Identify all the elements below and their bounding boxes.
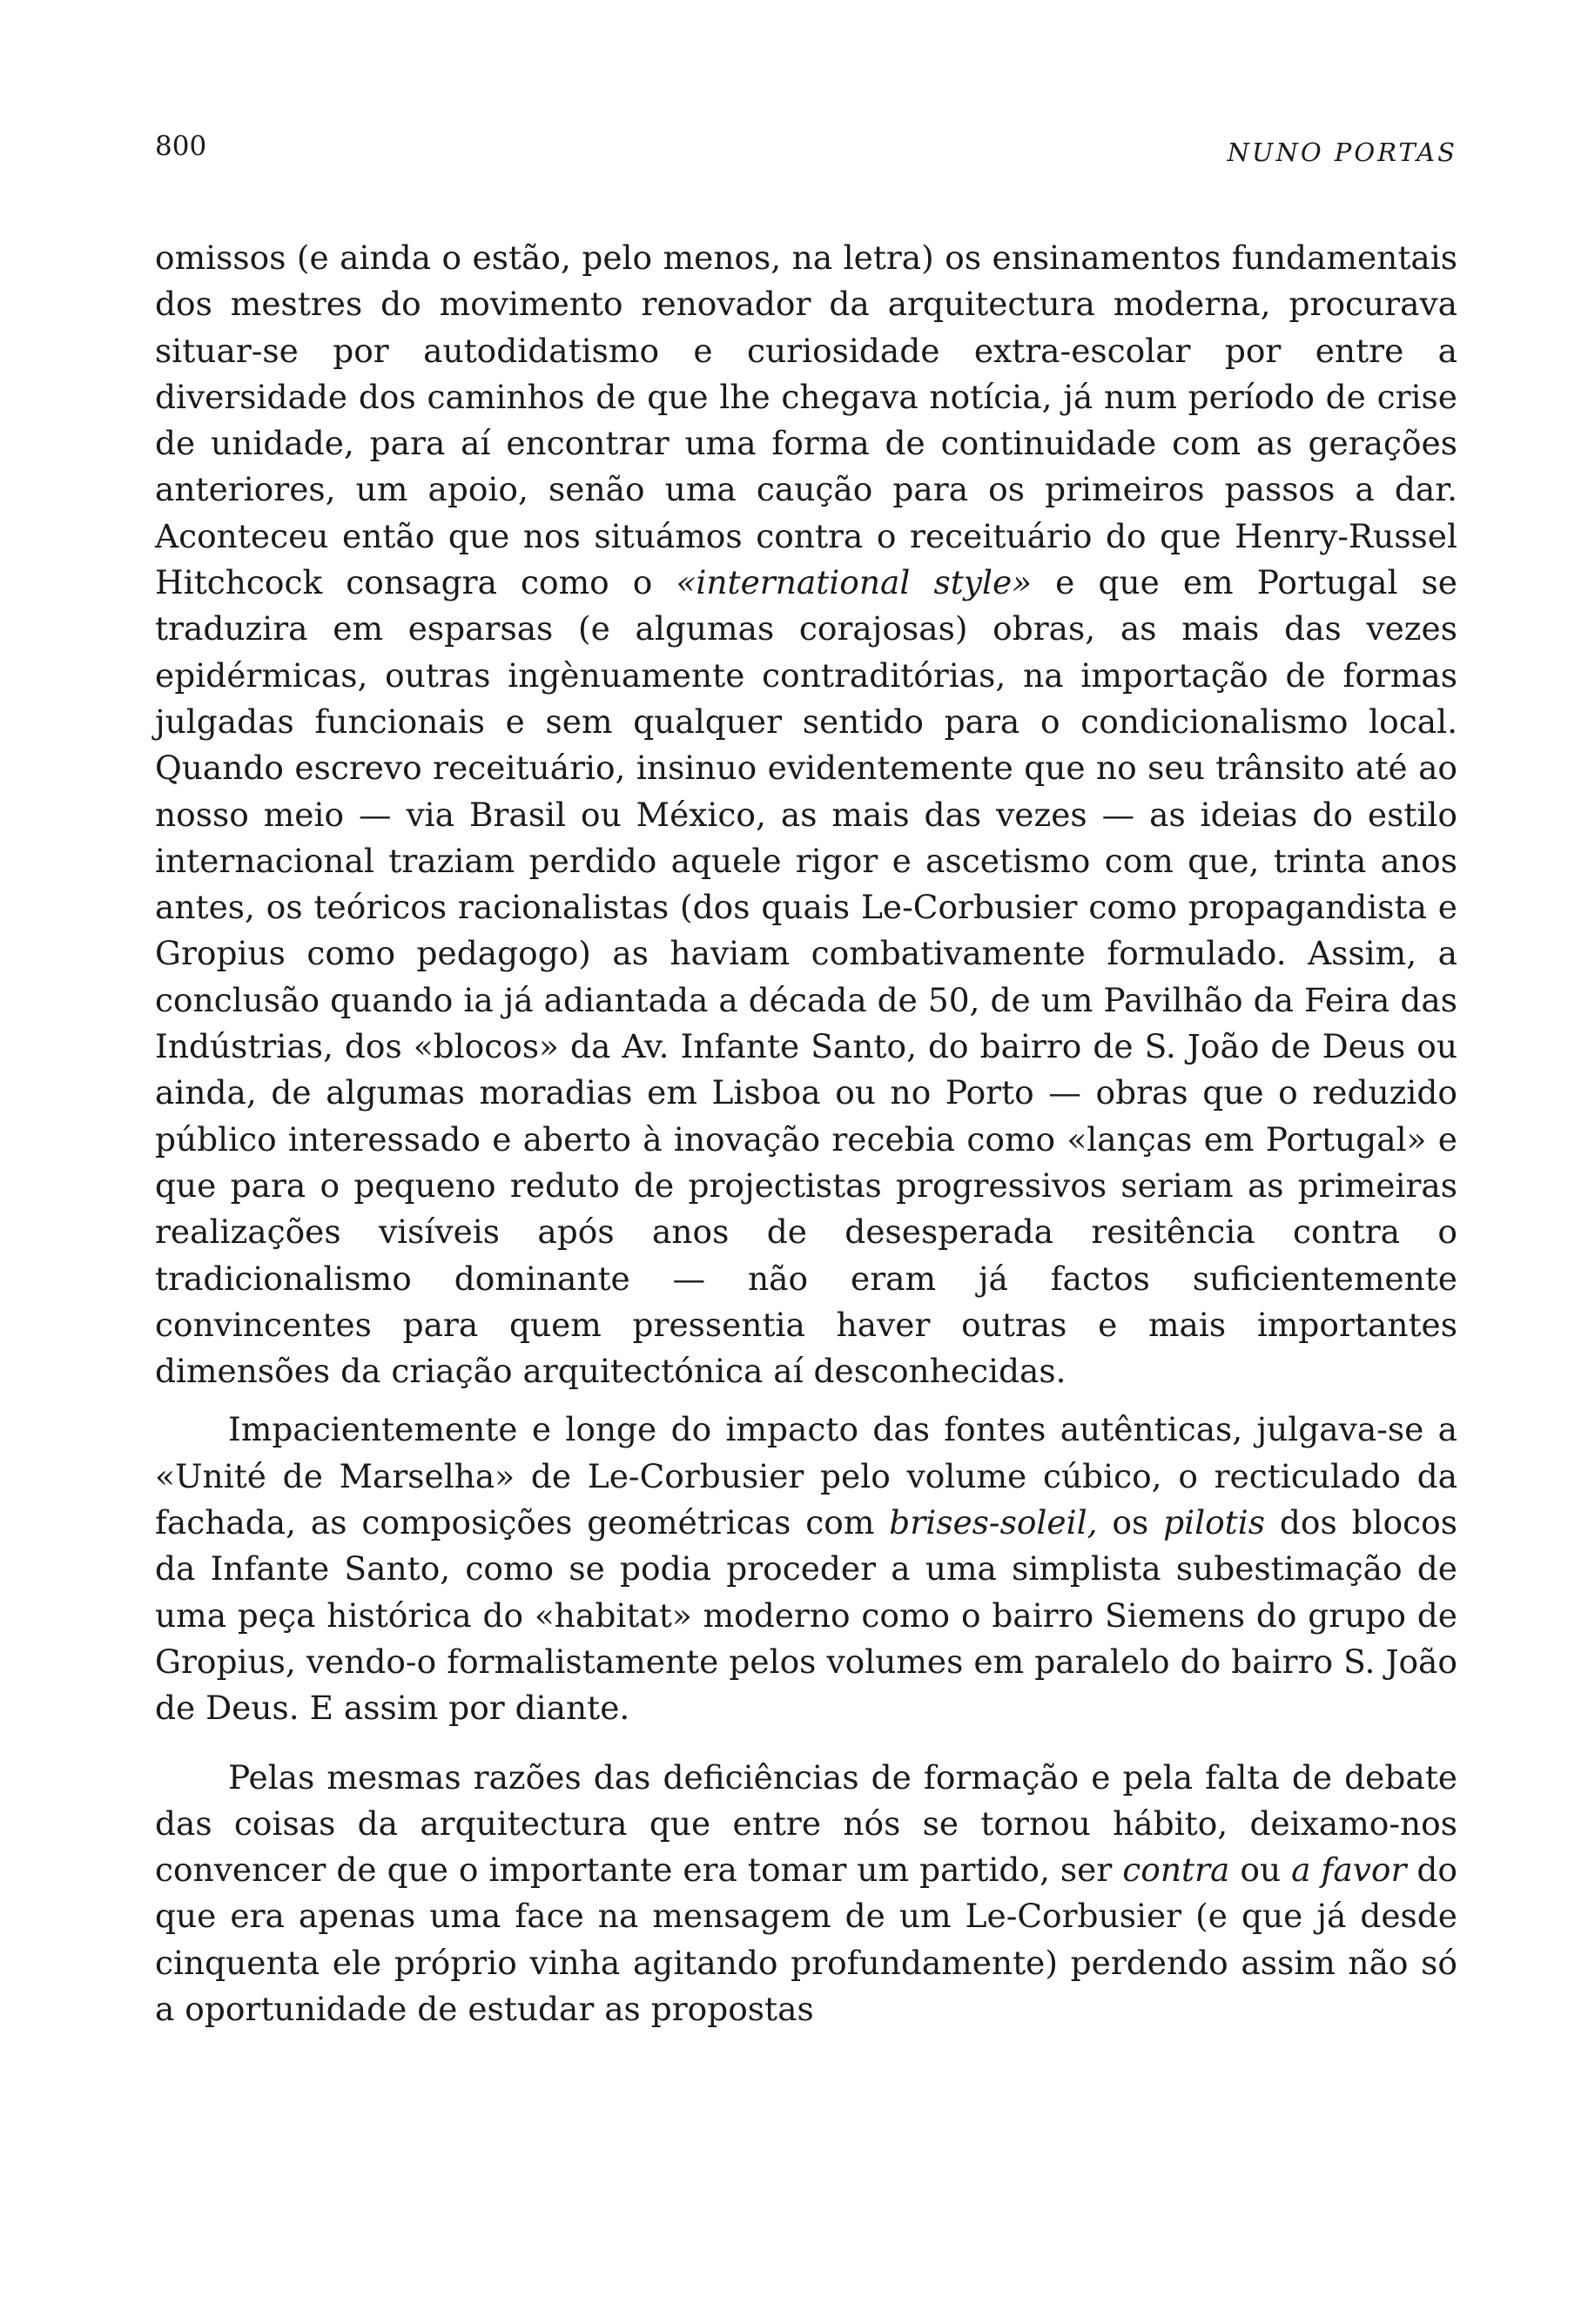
text-segment: do que era apenas uma face na mensagem de um Le-Corbusier (e que já desde cinquenta ele próprio vinha agitando profundamente) perdendo assim não só a oportunidade de estudar as propostas (155, 1850, 1458, 2028)
text-segment: Pelas mesmas razões das deficiências de formação e pela falta de debate das coisas da arquitectura que entre nós se tornou hábito, deixamo-nos convencer de que o importante era tomar um partido, ser (155, 1757, 1457, 1890)
italic-term: «international style» (676, 563, 1033, 602)
text-segment: e que em Portugal se traduzira em esparsas (e algumas corajosas) obras, as mais das vezes epidérmicas, outras ingènuamente contraditórias, na importação de formas julgadas funcionais e sem qualquer sentido para o condicionalismo local. Quando escrevo receituário, insinuo evidentemente que no seu trânsito até ao nosso meio — via Brasil ou México, as mais das vezes — as ideias do estilo internacional traziam perdido aquele rigor e ascetismo com que, trinta anos antes, os teóricos racionalistas (dos quais Le-Corbusier como propagandista e Gropius como pedagogo) as haviam combativamente formulado. Assim, a conclusão quando ia já adiantada a década de 50, de um Pavilhão da Feira das Indústrias, dos «blocos» da Av. Infante Santo, do bairro de S. João de Deus ou ainda, de algumas moradias em Lisboa ou no Porto — obras que o reduzido público interessado e aberto à inovação recebia como «lanças em Portugal» e que para o pequeno reduto de projectistas progressivos seriam as primeiras realizações visíveis após anos de desesperada resitência contra o tradicionalismo dominante — não eram já factos suficientemente convincentes para quem pressentia haver outras e mais importantes dimensões da criação arquitectónica aí desconhecidas. (155, 563, 1457, 1391)
body-text (155, 235, 1457, 2032)
page-number: 800 (155, 131, 207, 162)
italic-term: a favor (1291, 1850, 1407, 1890)
page-header (155, 131, 1457, 174)
text-segment: dos blocos da Infante Santo, como se podia proceder a uma simplista subestimação de uma peça histórica do «habitat» moderno como o bairro Siemens do grupo de Gropius, vendo-o formalistamente pelos volumes em paralelo do bairro S. João de Deus. E assim por diante. (155, 1503, 1457, 1728)
text-segment: os (1097, 1503, 1164, 1542)
paragraph-3 (155, 1755, 1457, 2033)
paragraph-1 (155, 235, 1457, 1394)
paragraph-2 (155, 1407, 1457, 1731)
running-head: NUNO PORTAS (1227, 138, 1457, 167)
italic-term: brises-soleil, (889, 1503, 1098, 1542)
text-segment: omissos (e ainda o estão, pelo menos, na letra) os ensinamentos fundamentais dos mestres do movimento renovador da arquitectura moderna, procurava situar-se por autodidatismo e curiosidade extra-escolar por entre a diversidade dos caminhos de que lhe chegava notícia, já num período de crise de unidade, para aí encontrar uma forma de continuidade com as gerações anteriores, um apoio, senão uma caução para os primeiros passos a dar. Aconteceu então que nos situámos contra o receituário do que Henry-Russel Hitchcock consagra como o (155, 238, 1457, 602)
text-segment: ou (1229, 1850, 1292, 1890)
text-segment: Impacientemente e longe do impacto das fontes autênticas, julgava-se a «Unité de Marselha» de Le-Corbusier pelo volume cúbico, o recticulado da fachada, as composições geométricas com (155, 1410, 1457, 1542)
italic-term: contra (1122, 1850, 1230, 1890)
italic-term: pilotis (1163, 1503, 1265, 1542)
